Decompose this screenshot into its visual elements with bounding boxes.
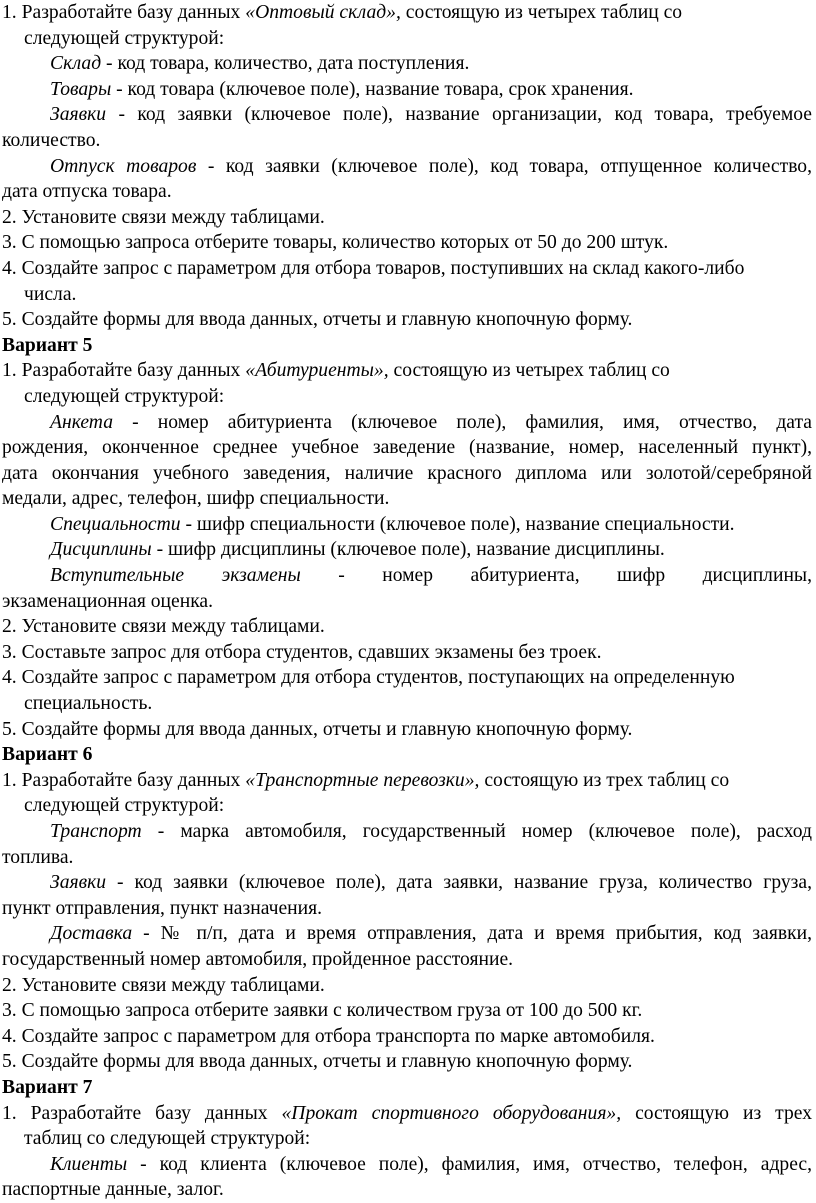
table-name: Вступительные экзамены	[50, 565, 301, 587]
table-name: Доставка	[50, 923, 133, 945]
v4-item-1: 1. Разработайте базу данных «Оптовый склад», состоящую из четырех таблиц со	[2, 2, 683, 23]
v6-table-2: Заявки - код заявки (ключевое поле), дата заявки, название груза, количество груза,	[50, 872, 812, 894]
v4-item-4: 4. Создайте запрос с параметром для отбора товаров, поступивших на склад какого-либо	[2, 257, 745, 279]
table-name: Отпуск товаров	[50, 155, 197, 177]
db-name: «Транспортные перевозки»,	[245, 769, 480, 791]
v5-item-3: 3. Составьте запрос для отбора студентов, сдавших экзамены без троек.	[2, 641, 602, 663]
table-name: Заявки	[50, 872, 107, 894]
v7-item-1: 1. Разработайте базу данных «Прокат спортивного оборудования», состоящую из трех	[2, 1102, 812, 1124]
v4-item-4-cont: числа.	[24, 283, 77, 305]
table-name: Товары	[50, 78, 112, 100]
table-name: Анкета	[50, 411, 113, 433]
table-name: Заявки	[50, 104, 107, 126]
v6-item-1: 1. Разработайте базу данных «Транспортные перевозки», состоящую из трех таблиц со	[2, 769, 730, 791]
v4-table-3-cont: количество.	[2, 129, 101, 151]
v5-item-4: 4. Создайте запрос с параметром для отбора студентов, поступающих на определенную	[2, 667, 735, 689]
v5-table-1-cont: рождения, оконченное среднее учебное заведение (название, номер, населенный пункт),	[2, 437, 812, 459]
v6-table-2-cont: пункт отправления, пункт назначения.	[2, 897, 323, 919]
table-name: Транспорт	[50, 821, 142, 842]
variant-6-heading: Вариант 6	[2, 744, 93, 766]
v6-table-3-cont: государственный номер автомобиля, пройденное расстояние.	[2, 948, 514, 970]
v5-table-1-cont: дата окончания учебного заведения, наличие красного диплома или золотой/серебряной	[2, 462, 812, 484]
v5-table-2: Специальности - шифр специальности (ключевое поле), название специальности.	[50, 513, 735, 535]
v5-item-2: 2. Установите связи между таблицами.	[2, 616, 325, 638]
v5-table-4: Вступительные экзамены - номер абитуриента, шифр дисциплины,	[50, 565, 812, 587]
v4-item-5: 5. Создайте формы для ввода данных, отчеты и главную кнопочную форму.	[2, 309, 633, 331]
v5-item-1-cont: следующей структурой:	[24, 385, 225, 407]
table-name: Склад	[50, 53, 102, 75]
v4-item-1-cont: следующей структурой:	[24, 27, 225, 49]
v6-item-2: 2. Установите связи между таблицами.	[2, 974, 325, 996]
v4-table-1: Склад - код товара, количество, дата поступления.	[50, 53, 470, 75]
v5-item-1: 1. Разработайте базу данных «Абитуриенты», состоящую из четырех таблиц со	[2, 360, 670, 382]
v6-table-1: Транспорт - марка автомобиля, государственный номер (ключевое поле), расход	[50, 821, 812, 842]
table-name: Специальности	[50, 513, 181, 535]
v4-item-3: 3. С помощью запроса отберите товары, количество которых от 50 до 200 штук.	[2, 232, 669, 254]
v6-item-5: 5. Создайте формы для ввода данных, отчеты и главную кнопочную форму.	[2, 1051, 633, 1073]
v7-item-1-cont: таблиц со следующей структурой:	[24, 1128, 311, 1150]
v5-table-1-cont: медали, адрес, телефон, шифр специальности.	[2, 488, 390, 510]
v6-item-1-cont: следующей структурой:	[24, 795, 225, 817]
v4-table-4: Отпуск товаров - код заявки (ключевое поле), код товара, отпущенное количество,	[50, 155, 813, 177]
v7-table-1-cont: паспортные данные, залог.	[2, 1179, 224, 1201]
db-name: «Прокат спортивного оборудования»,	[281, 1102, 622, 1124]
v6-item-3: 3. С помощью запроса отберите заявки с количеством груза от 100 до 500 кг.	[2, 1000, 643, 1022]
v7-table-1: Клиенты - код клиента (ключевое поле), фамилия, имя, отчество, телефон, адрес,	[50, 1153, 812, 1175]
v6-item-4: 4. Создайте запрос с параметром для отбора транспорта по марке автомобиля.	[2, 1025, 655, 1047]
v6-table-1-cont: топлива.	[2, 846, 74, 868]
v5-table-4-cont: экзаменационная оценка.	[2, 590, 214, 612]
v6-table-3: Доставка - № п/п, дата и время отправления, дата и время прибытия, код заявки,	[50, 923, 812, 945]
variant-7-heading: Вариант 7	[2, 1076, 93, 1098]
v5-item-4-cont: специальность.	[24, 693, 153, 715]
v4-table-3: Заявки - код заявки (ключевое поле), название организации, код товара, требуемое	[50, 104, 812, 126]
table-name: Клиенты	[50, 1153, 128, 1175]
table-name: Дисциплины	[50, 539, 152, 561]
db-name: «Оптовый склад»,	[245, 2, 401, 23]
variant-5-heading: Вариант 5	[2, 334, 93, 356]
v4-table-2: Товары - код товара (ключевое поле), название товара, срок хранения.	[50, 78, 634, 100]
db-name: «Абитуриенты»,	[245, 360, 389, 382]
v4-table-4-cont: дата отпуска товара.	[2, 181, 172, 203]
v5-table-3: Дисциплины - шифр дисциплины (ключевое поле), название дисциплины.	[50, 539, 665, 561]
v5-table-1: Анкета - номер абитуриента (ключевое поле), фамилия, имя, отчество, дата	[50, 411, 812, 433]
v4-item-2: 2. Установите связи между таблицами.	[2, 206, 325, 228]
v5-item-5: 5. Создайте формы для ввода данных, отчеты и главную кнопочную форму.	[2, 718, 633, 740]
